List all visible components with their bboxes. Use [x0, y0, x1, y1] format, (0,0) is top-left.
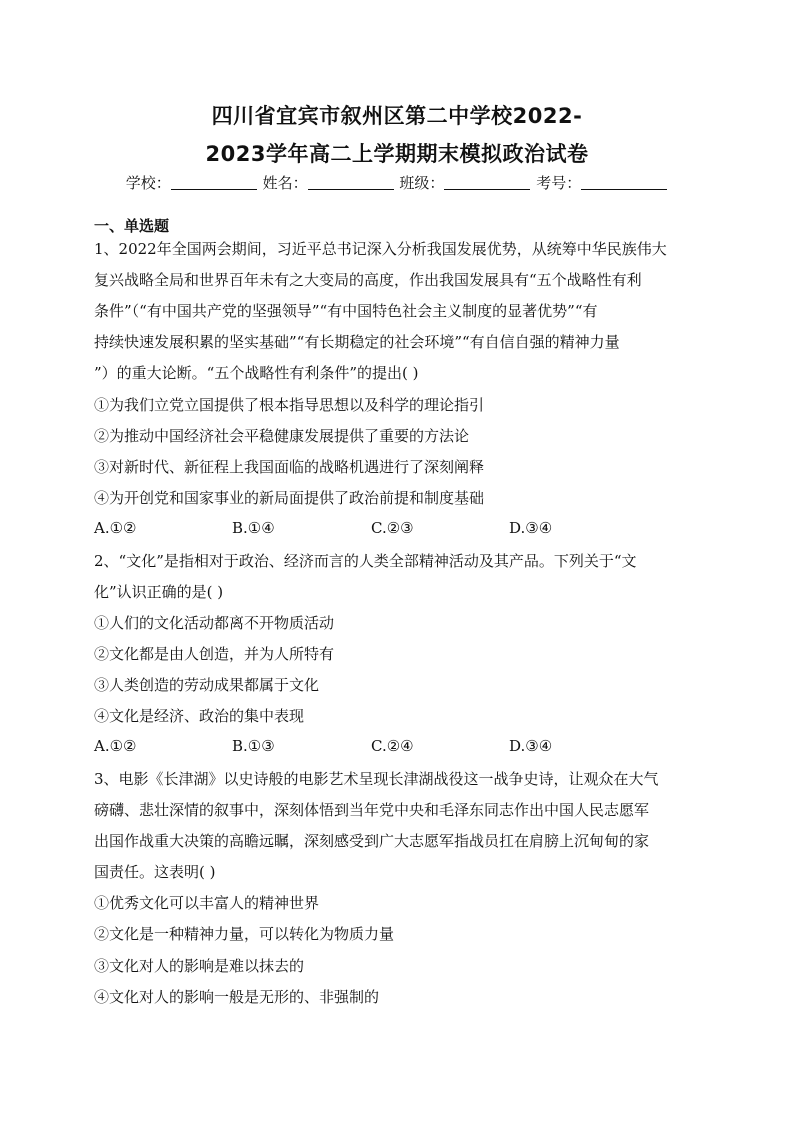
section-heading: 一、单选题 — [94, 217, 170, 235]
q1-item: ④为开创党和国家事业的新局面提供了政治前提和制度基础 — [94, 489, 485, 507]
q3-stem-line: 国责任。这表明( ) — [94, 863, 216, 881]
q1-option-c[interactable]: C.②③ — [371, 519, 414, 537]
q3-stem-line: 出国作战重大决策的高瞻远瞩，深刻感受到广大志愿军指战员扛在肩膀上沉甸甸的家 — [94, 832, 650, 850]
q2-options — [94, 737, 654, 757]
q1-item: ②为推动中国经济社会平稳健康发展提供了重要的方法论 — [94, 427, 470, 445]
q2-option-a[interactable]: A.①② — [94, 737, 137, 755]
class-blank[interactable] — [444, 175, 530, 190]
q3-item: ④文化对人的影响一般是无形的、非强制的 — [94, 988, 380, 1006]
exam-number-label: 考号： — [536, 174, 582, 192]
class-label: 班级： — [399, 174, 445, 192]
q3-item: ①优秀文化可以丰富人的精神世界 — [94, 894, 320, 912]
exam-number-blank[interactable] — [581, 175, 667, 190]
q1-stem-line: ”）的重大论断。“五个战略性有利条件”的提出( ) — [94, 364, 419, 382]
q1-stem-line: 复兴战略全局和世界百年未有之大变局的高度，作出我国发展具有“五个战略性有利 — [94, 271, 642, 289]
q1-stem-line: 条件”（“有中国共产党的坚强领导”“有中国特色社会主义制度的显著优势”“有 — [94, 302, 598, 320]
q3-stem-line: 3、电影《长津湖》以史诗般的电影艺术呈现长津湖战役这一战争史诗，让观众在大气 — [94, 770, 659, 788]
name-blank[interactable] — [308, 175, 394, 190]
q1-stem-line: 持续快速发展积累的坚实基础”“有长期稳定的社会环境”“有自信自强的精神力量 — [94, 333, 620, 351]
q2-item: ④文化是经济、政治的集中表现 — [94, 707, 305, 725]
student-info-row — [0, 172, 794, 193]
q2-option-d[interactable]: D.③④ — [509, 737, 553, 755]
q3-stem-line: 磅礴、悲壮深情的叙事中，深刻体悟到当年党中央和毛泽东同志作出中国人民志愿军 — [94, 801, 650, 819]
q2-option-b[interactable]: B.①③ — [232, 737, 275, 755]
q2-stem-line: 化”认识正确的是( ) — [94, 583, 224, 601]
q1-option-a[interactable]: A.①② — [94, 519, 137, 537]
exam-title-line-2: 2023学年高二上学期期末模拟政治试卷 — [205, 142, 589, 166]
q1-stem-line: 1、2022年全国两会期间，习近平总书记深入分析我国发展优势，从统筹中华民族伟大 — [94, 240, 667, 258]
school-blank[interactable] — [171, 175, 257, 190]
q2-stem-line: 2、“文化”是指相对于政治、经济而言的人类全部精神活动及其产品。下列关于“文 — [94, 552, 637, 570]
exam-title-line-1: 四川省宜宾市叙州区第二中学校2022- — [211, 104, 583, 128]
q3-item: ②文化是一种精神力量，可以转化为物质力量 — [94, 925, 395, 943]
q2-item: ③人类创造的劳动成果都属于文化 — [94, 676, 320, 694]
q1-option-b[interactable]: B.①④ — [232, 519, 275, 537]
q2-option-c[interactable]: C.②④ — [371, 737, 414, 755]
q2-item: ②文化都是由人创造，并为人所特有 — [94, 645, 335, 663]
q1-item: ①为我们立党立国提供了根本指导思想以及科学的理论指引 — [94, 396, 485, 414]
q3-item: ③文化对人的影响是难以抹去的 — [94, 957, 305, 975]
q2-item: ①人们的文化活动都离不开物质活动 — [94, 614, 335, 632]
q1-item: ③对新时代、新征程上我国面临的战略机遇进行了深刻阐释 — [94, 458, 485, 476]
q1-option-d[interactable]: D.③④ — [509, 519, 553, 537]
school-label: 学校： — [125, 174, 171, 192]
q1-options — [94, 519, 654, 539]
name-label: 姓名： — [262, 174, 308, 192]
